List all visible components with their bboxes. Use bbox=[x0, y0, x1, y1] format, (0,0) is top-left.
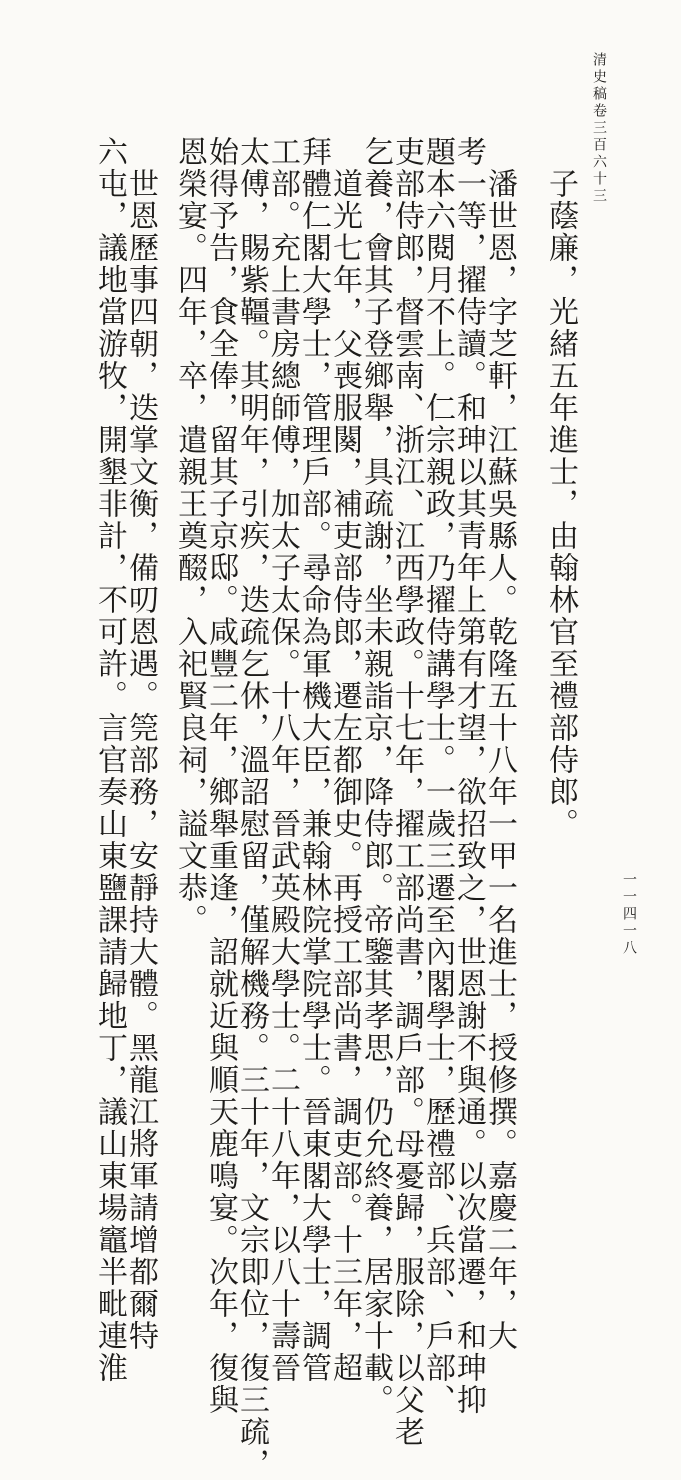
text-column: 世恩歷事四朝，迭掌文衡，備叨恩遇。筦部務，安靜持大體。黑龍江將軍請增都爾特 bbox=[123, 168, 158, 1352]
text-column: 子蔭廉，光緒五年進士，由翰林官至禮部侍郎。 bbox=[543, 168, 578, 840]
text-column: 始得予告，食全俸，留其子京邸。咸豐二年，鄉舉重逢，詔就近與順天鹿鳴宴。次年，復與 bbox=[203, 136, 238, 1416]
text-column: 道光七年，父喪服闋，補吏部侍郎，遷左都御史。再授工部尚書，調吏部。十三年，超 bbox=[327, 168, 362, 1384]
text-column: 六屯，議地當游牧，開墾非計，不可許。言官奏山東鹽課請歸地丁，議山東場竈半毗連淮 bbox=[92, 136, 127, 1384]
text-column: 拜體仁閣大學士，管理戶部。尋命為軍機大臣，兼翰林院掌院學士。晉東閣大學士，調管 bbox=[296, 136, 331, 1384]
text-column: 工部。充上書房總師傅，加太子太保。十八年，晉武英殿大學士。二十八年，以八十壽晉 bbox=[265, 136, 300, 1384]
page-number: 一一四一八 bbox=[621, 872, 637, 957]
text-column: 乞養，會其子登鄉舉，具疏謝，坐未親詣京，降侍郎。帝鑒其孝思，仍允終養，居家十載。 bbox=[358, 136, 393, 1416]
text-column: 吏部侍郎，督雲南、浙江、江西學政。十七年，擢工部尚書，調戶部。母憂歸，服除，以父老 bbox=[389, 136, 424, 1448]
book-title-header: 清史稿卷三百六十三 bbox=[591, 52, 607, 205]
text-column: 太傅，賜紫韁。其明年，引疾，迭疏乞休，溫詔慰留，僅解機務。三十年，文宗即位，復三疏， bbox=[234, 136, 269, 1480]
text-column: 恩榮宴。四年，卒，遣親王奠醊，入祀賢良祠，謚文恭。 bbox=[172, 136, 207, 936]
text-column: 考一等，擢侍讀。和珅以其青年上第有才望，欲招致之，世恩謝不與通。以次當遷，和珅抑 bbox=[451, 136, 486, 1416]
text-column: 潘世恩，字芝軒，江蘇吳縣人。乾隆五十八年一甲一名進士，授修撰。嘉慶二年，大 bbox=[482, 168, 517, 1352]
text-column: 題本六閱月不上。仁宗親政，乃擢侍講學士。一歲三遷至內閣學士，歷禮部、兵部、戶部、 bbox=[420, 136, 455, 1416]
